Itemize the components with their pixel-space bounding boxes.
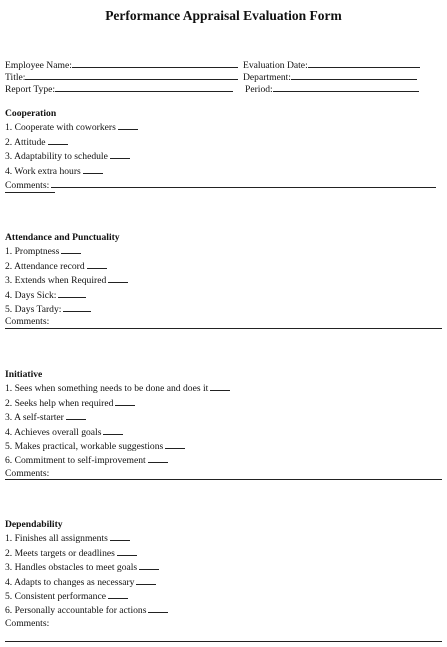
title-label: Title: xyxy=(5,72,26,83)
rating-blank[interactable] xyxy=(103,425,123,435)
list-item[interactable]: 1. Promptness xyxy=(5,244,442,258)
list-item[interactable]: 3. A self-starter xyxy=(5,410,442,424)
list-item[interactable]: 4. Adapts to changes as necessary xyxy=(5,575,442,589)
list-item[interactable]: 1. Cooperate with coworkers xyxy=(5,120,442,134)
comments-line[interactable] xyxy=(5,479,442,480)
rating-blank[interactable] xyxy=(118,120,138,130)
department-label: Department: xyxy=(243,72,291,83)
comments-continuation-line[interactable] xyxy=(5,192,55,193)
rating-blank[interactable] xyxy=(165,439,185,449)
rating-blank[interactable] xyxy=(87,259,107,269)
rating-blank[interactable] xyxy=(148,453,168,463)
section-initiative xyxy=(5,369,442,480)
comments-label: Comments: xyxy=(5,467,50,479)
list-item[interactable]: 3. Adaptability to schedule xyxy=(5,149,442,163)
days-blank[interactable] xyxy=(63,302,91,312)
comments-blank[interactable] xyxy=(51,178,436,188)
rating-blank[interactable] xyxy=(139,560,159,570)
evaluation-date-blank[interactable] xyxy=(308,58,420,68)
list-item[interactable]: 6. Commitment to self-improvement xyxy=(5,453,442,467)
employee-name-blank[interactable] xyxy=(72,58,238,68)
comments-row[interactable] xyxy=(5,178,442,192)
rating-blank[interactable] xyxy=(61,244,81,254)
comments-line[interactable] xyxy=(5,328,442,329)
comments-line[interactable] xyxy=(5,641,442,642)
section-dependability xyxy=(5,519,442,630)
department-blank[interactable] xyxy=(291,70,417,80)
rating-blank[interactable] xyxy=(136,575,156,585)
comments-row[interactable] xyxy=(5,618,442,630)
list-item[interactable]: 5. Makes practical, workable suggestions xyxy=(5,439,442,453)
section-attendance xyxy=(5,232,442,329)
list-item[interactable]: 5. Days Tardy: xyxy=(5,302,442,316)
list-item[interactable]: 4. Days Sick: xyxy=(5,288,442,302)
section-title: Dependability xyxy=(5,519,63,530)
period-label: Period: xyxy=(245,84,273,95)
header-row-3 xyxy=(5,82,442,95)
comments-label: Comments: xyxy=(5,617,50,629)
list-item[interactable]: 1. Finishes all assignments xyxy=(5,531,442,545)
section-cooperation xyxy=(5,108,442,192)
list-item[interactable]: 2. Seeks help when required xyxy=(5,396,442,410)
list-item[interactable]: 1. Sees when something needs to be done and does it xyxy=(5,381,442,395)
rating-blank[interactable] xyxy=(115,396,135,406)
list-item[interactable]: 2. Attitude xyxy=(5,135,442,149)
period-field[interactable] xyxy=(245,82,419,96)
list-item[interactable]: 4. Work extra hours xyxy=(5,164,442,178)
list-item[interactable]: 6. Personally accountable for actions xyxy=(5,603,442,617)
list-item[interactable]: 4. Achieves overall goals xyxy=(5,425,442,439)
days-blank[interactable] xyxy=(58,288,86,298)
rating-blank[interactable] xyxy=(48,135,68,145)
report-type-field[interactable] xyxy=(5,82,233,96)
comments-label: Comments: xyxy=(5,180,50,192)
list-item[interactable]: 2. Meets targets or deadlines xyxy=(5,546,442,560)
list-item[interactable]: 2. Attendance record xyxy=(5,259,442,273)
list-item[interactable]: 3. Handles obstacles to meet goals xyxy=(5,560,442,574)
list-item[interactable]: 5. Consistent performance xyxy=(5,589,442,603)
comments-label: Comments: xyxy=(5,316,50,328)
rating-blank[interactable] xyxy=(110,149,130,159)
report-type-blank[interactable] xyxy=(55,82,233,92)
list-item[interactable]: 3. Extends when Required xyxy=(5,273,442,287)
rating-blank[interactable] xyxy=(110,531,130,541)
rating-blank[interactable] xyxy=(117,546,137,556)
title-blank[interactable] xyxy=(25,70,238,80)
rating-blank[interactable] xyxy=(108,589,128,599)
period-blank[interactable] xyxy=(273,82,419,92)
comments-row[interactable] xyxy=(5,316,442,328)
section-title: Attendance and Punctuality xyxy=(5,232,120,243)
evaluation-date-label: Evaluation Date: xyxy=(243,60,308,71)
employee-name-label: Employee Name: xyxy=(5,60,72,71)
section-title: Initiative xyxy=(5,369,43,380)
rating-blank[interactable] xyxy=(108,273,128,283)
form-title: Performance Appraisal Evaluation Form xyxy=(105,8,342,23)
rating-blank[interactable] xyxy=(66,410,86,420)
rating-blank[interactable] xyxy=(148,603,168,613)
section-title: Cooperation xyxy=(5,108,57,119)
rating-blank[interactable] xyxy=(210,381,230,391)
report-type-label: Report Type: xyxy=(5,84,56,95)
rating-blank[interactable] xyxy=(83,164,103,174)
